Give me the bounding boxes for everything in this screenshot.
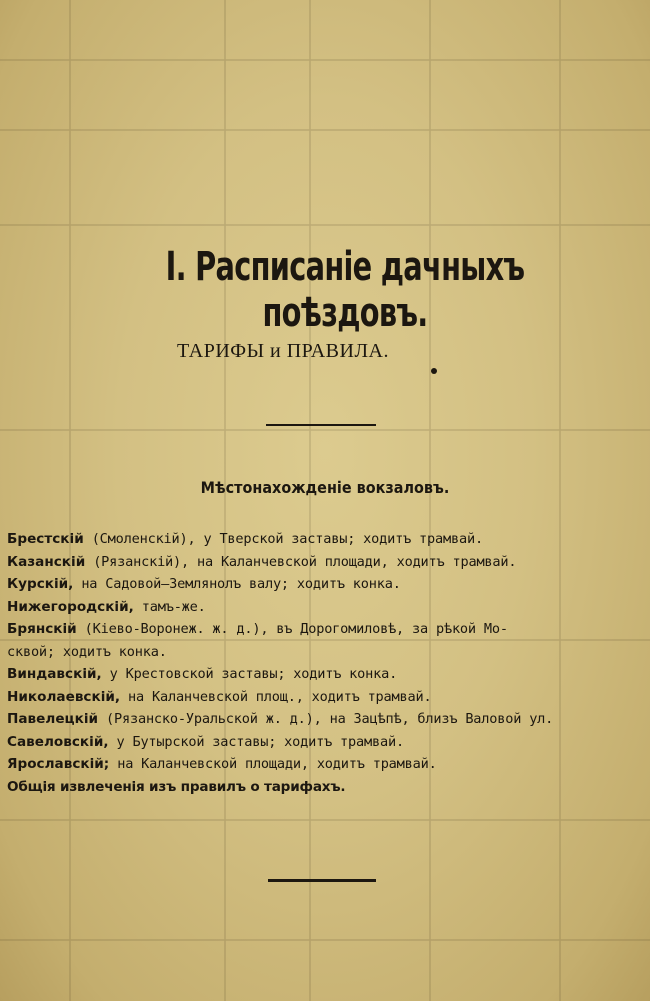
list-item — [7, 641, 647, 664]
station-name: Павелецкій — [7, 711, 99, 727]
divider-top — [266, 424, 376, 426]
list-item — [7, 663, 647, 686]
list-item — [7, 573, 647, 596]
station-description: (Рязанско-Уральской ж. д.), на Зацѣпѣ, близъ Валовой ул. — [98, 711, 554, 727]
list-item — [7, 596, 647, 619]
station-description: у Крестовской заставы; ходитъ конка. — [101, 666, 398, 682]
station-name: Брестскій — [7, 531, 84, 547]
station-description: (Рязанскій), на Каланчевской площади, ходитъ трамвай. — [85, 553, 517, 570]
station-name: Николаевскій, — [7, 688, 121, 705]
list-item — [7, 708, 647, 731]
list-item — [7, 753, 647, 776]
station-name: Брянскій — [7, 621, 77, 637]
station-name: Казанскій — [7, 553, 86, 570]
station-name: Виндавскій, — [7, 666, 102, 682]
station-description: сквой; ходитъ конка. — [7, 643, 167, 660]
list-item — [7, 686, 647, 709]
station-name: Курскій, — [7, 576, 74, 592]
list-item — [7, 528, 647, 551]
list-item — [7, 618, 647, 641]
station-description: (Кіево-Воронеж. ж. д.), въ Дорогомиловѣ, за рѣкой Мо- — [76, 621, 508, 637]
station-name: Савеловскій, — [7, 733, 109, 750]
station-description: на Каланчевской площади, ходитъ трамвай. — [109, 756, 437, 772]
page-subtitle: ТАРИФЫ и ПРАВИЛА. — [177, 340, 389, 362]
station-description: на Садовой—Землянолъ валу; ходитъ конка. — [73, 576, 401, 592]
station-name: Ярославскій; — [7, 756, 110, 772]
ink-dot — [431, 368, 437, 374]
station-name: Нижегородскій, — [7, 598, 134, 615]
station-description: на Каланчевской площ., ходитъ трамвай. — [120, 688, 432, 705]
list-item — [7, 551, 647, 574]
page-title: I. Расписаніе дачныхъ поѣздовъ. — [165, 244, 525, 336]
closing-line: Общія извлеченія изъ правилъ о тарифахъ. — [7, 778, 346, 795]
section-heading: Мѣстонахожденіе вокзаловъ. — [200, 478, 450, 497]
station-description: (Смоленскій), у Тверской заставы; ходитъ трамвай. — [83, 531, 483, 547]
divider-bottom — [268, 879, 376, 882]
list-item — [7, 731, 647, 754]
station-list — [7, 528, 647, 798]
station-description: у Бутырской заставы; ходитъ трамвай. — [108, 733, 404, 750]
station-description: тамъ-же. — [133, 598, 206, 615]
